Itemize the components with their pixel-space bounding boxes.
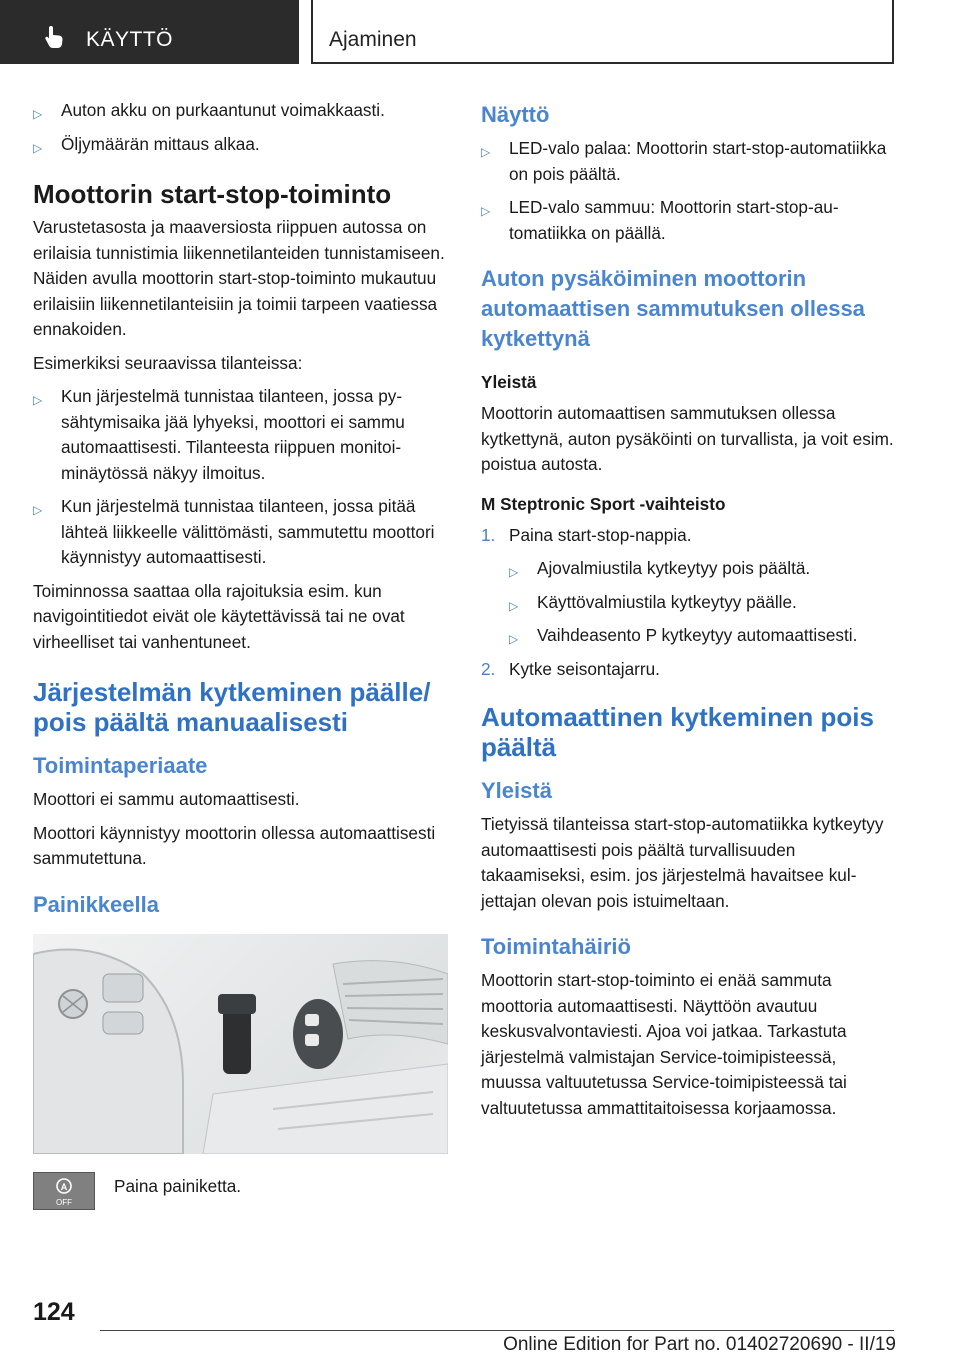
auto-start-stop-off-icon xyxy=(33,1172,95,1210)
dashboard-button-photo xyxy=(33,934,448,1154)
paragraph: Esimerkiksi seuraavissa tilanteissa: xyxy=(33,352,303,373)
button-instruction xyxy=(33,1168,448,1218)
minor-heading: M Steptronic Sport -vaihteisto xyxy=(481,493,726,514)
subsection-heading: Painikkeella xyxy=(33,891,159,917)
paragraph: Moottorin start-stop-toiminto ei enää sammuta moottoria automaattisesti. Näyttöön avautuu keskusvalvontaviesti. Ajoa voi jatkaa. Tarkastuta järjestelmä valmistajan Service-toimipisteessä, muussa valtuutetussa Service-toimipisteessä tai valtuutetussa ammattitaitoisessa korjaamossa. xyxy=(481,970,847,1118)
triangle-bullet-icon: ▷ xyxy=(33,393,43,407)
chapter-title: Ajaminen xyxy=(329,28,417,51)
svg-text:A: A xyxy=(60,1181,68,1192)
subsection-heading: Näyttö xyxy=(481,102,550,127)
paragraph: Moottori käynnistyy moottorin ollessa automaattisesti sammutettuna. xyxy=(33,822,436,868)
triangle-bullet-icon: ▷ xyxy=(509,598,519,613)
triangle-bullet-icon: ▷ xyxy=(509,632,519,646)
list-item: ▷ Öljymäärän mittaus alkaa. xyxy=(33,132,448,158)
list-item: ▷ Auton akku on purkaantunut voimakkaasti. xyxy=(33,98,448,124)
footer-edition: Online Edition for Part no. 01402720690 - II/19 xyxy=(503,1334,896,1355)
list-item: ▷ Vaihdeasento P kytkeytyy automaattisesti. xyxy=(509,623,896,649)
footer-divider xyxy=(100,1330,894,1331)
paragraph: Toiminnossa saattaa olla rajoituksia esim. kun navigointitiedot eivät ole käytettävissä tai ne ovat virheelliset tai vanhentuneet. xyxy=(33,580,405,652)
triangle-bullet-icon: ▷ xyxy=(509,565,519,579)
list-item: ▷ Kun järjestelmä tunnistaa tilanteen, jossa pitää lähteä liikkeelle välittömästi, sammutettu moottori käynnistyy automaattisesti. xyxy=(33,496,435,567)
triangle-bullet-icon: ▷ xyxy=(33,107,43,121)
subsection-heading: Auton pysäköiminen moottorin automaattisen sammutuksen ollessa kytkettynä xyxy=(481,266,865,351)
page-number: 124 xyxy=(33,1298,75,1326)
hand-pointer-icon xyxy=(42,24,68,55)
step-number: 1. xyxy=(481,524,496,545)
list-item: ▷ Käyttövalmiustila kytkeytyy päälle. xyxy=(509,590,896,616)
triangle-bullet-icon: ▷ xyxy=(33,503,43,517)
paragraph: Moottori ei sammu automaattisesti. xyxy=(33,789,300,809)
list-item: ▷ Kun järjestelmä tunnistaa tilanteen, jossa pysähtymisaika jää lyhyeksi, moottori ei sammu automaattisesti. Tilanteesta riippuen monitoiminäytössä näkyy ilmoitus. xyxy=(33,386,405,483)
numbered-step: 1. Paina start-stop-nappia. xyxy=(481,523,896,549)
list-item: ▷ LED-valo palaa: Moottorin start-stop-automatiikka on pois päältä. xyxy=(481,138,887,184)
subsection-heading: Yleistä xyxy=(481,778,552,803)
list-item: ▷ Ajovalmiustila kytkeytyy pois päältä. xyxy=(509,556,896,582)
step-number: 2. xyxy=(481,658,496,679)
section-tab-label: KÄYTTÖ xyxy=(86,28,174,51)
paragraph: Tietyissä tilanteissa start-stop-automatiikka kytkeytyy automaattisesti pois päältä turvallisuuden takaamiseksi, esim. jos järjestelmä havaitsee kuljettajan olevan pois istuimeltaan. xyxy=(481,814,884,911)
right-column xyxy=(481,98,896,1129)
chapter-header xyxy=(311,0,894,64)
subsection-heading: Toimintaperiaate xyxy=(33,753,208,778)
paragraph: Varustetasosta ja maaversiosta riippuen autossa on erilaisia tunnistimia liikennetilanteiden tunnistamiseen. Näiden avulla moottorin start-stop-toiminto mukautuu erilaisiin liikennetilanteisiin ja toimii tarpeen vaatiessa ennakoiden. xyxy=(33,217,445,339)
minor-heading: Yleistä xyxy=(481,372,537,392)
button-instruction-text: Paina painiketta. xyxy=(114,1175,242,1196)
list-item: ▷ LED-valo sammuu: Moottorin start-stop-automatiikka on päällä. xyxy=(481,197,839,243)
subsection-heading: Toimintahäiriö xyxy=(481,934,631,959)
left-column xyxy=(33,98,448,1218)
triangle-bullet-icon: ▷ xyxy=(481,145,491,159)
section-tab xyxy=(0,0,299,64)
section-heading: Automaattinen kytkeminen pois päältä xyxy=(481,702,874,762)
triangle-bullet-icon: ▷ xyxy=(481,204,491,218)
off-label: OFF xyxy=(56,1197,72,1207)
triangle-bullet-icon: ▷ xyxy=(33,140,43,155)
section-heading: Järjestelmän kytkeminen päälle/ pois päältä manuaalisesti xyxy=(33,677,431,737)
numbered-step: 2. Kytke seisontajarru. xyxy=(481,657,896,683)
section-heading: Moottorin start-stop-toiminto xyxy=(33,179,392,209)
paragraph: Moottorin automaattisen sammutuksen ollessa kytkettynä, auton pysäköinti on turvallista, ja voit esim. poistua autosta. xyxy=(481,403,894,474)
